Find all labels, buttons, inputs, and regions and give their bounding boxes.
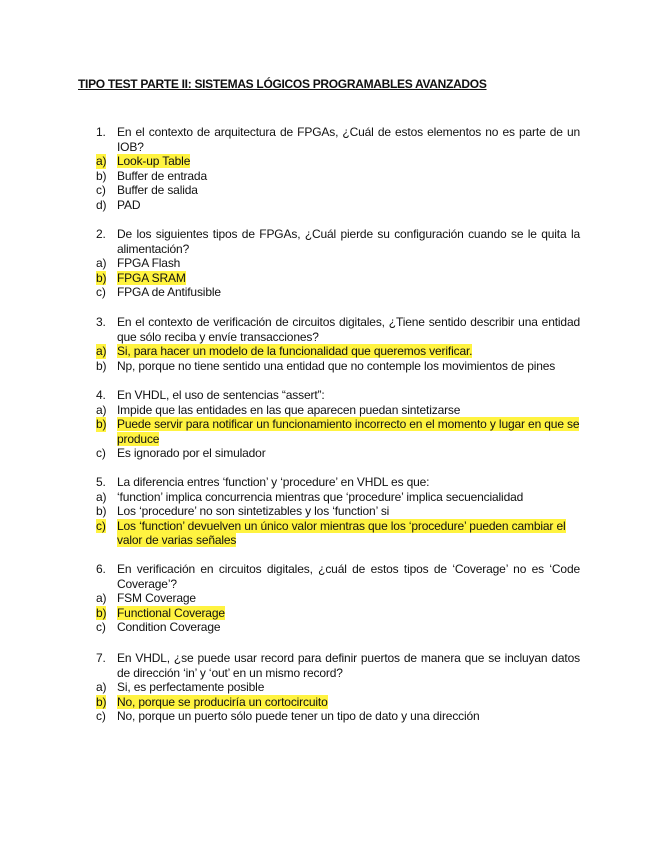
- option-text: Buffer de entrada: [117, 168, 207, 183]
- question-number: 5.: [96, 475, 106, 489]
- answer-option: [96, 403, 580, 418]
- option-text: FSM Coverage: [117, 591, 196, 606]
- answer-option: [96, 504, 580, 519]
- option-text: Look-up Table: [117, 154, 191, 169]
- option-letter: a): [96, 256, 107, 271]
- option-text: PAD: [117, 197, 141, 212]
- option-letter: c): [96, 285, 106, 300]
- answer-option-highlighted: [96, 695, 580, 710]
- question-text: En el contexto de arquitectura de FPGAs, ¿Cuál de estos elementos no es parte de un IOB?: [117, 125, 580, 154]
- option-list: [96, 344, 580, 373]
- question-number: 7.: [96, 651, 106, 665]
- question-number: 2.: [96, 227, 106, 241]
- question-stem: [96, 562, 580, 591]
- question-7: [96, 651, 580, 724]
- option-list: [96, 680, 580, 724]
- question-stem: [96, 388, 580, 403]
- option-text: Buffer de salida: [117, 183, 198, 198]
- answer-option: [96, 620, 580, 635]
- question-text: En el contexto de verificación de circuitos digitales, ¿Tiene sentido describir una entidad que sólo reciba y envíe transacciones?: [117, 315, 580, 344]
- question-4: [96, 388, 580, 461]
- option-text: FPGA Flash: [117, 256, 181, 271]
- answer-option: [96, 256, 580, 271]
- answer-option-highlighted: [96, 344, 580, 359]
- option-list: [96, 403, 580, 461]
- option-text: Si, es perfectamente posible: [117, 680, 265, 695]
- question-stem: [96, 475, 580, 490]
- question-stem: [96, 315, 580, 344]
- question-number: 1.: [96, 125, 106, 139]
- answer-option-highlighted: [96, 606, 580, 621]
- option-letter: a): [96, 680, 107, 695]
- option-text: Los ‘function’ devuelven un único valor mientras que los ‘procedure’ pueden cambiar el valor de varias señales: [117, 518, 566, 548]
- question-text: La diferencia entres ‘function’ y ‘procedure’ en VHDL es que:: [117, 475, 430, 489]
- question-5: [96, 475, 580, 548]
- option-letter: a): [96, 591, 107, 606]
- option-letter: d): [96, 197, 107, 212]
- option-text: FPGA de Antifusible: [117, 285, 221, 300]
- question-stem: [96, 125, 580, 154]
- option-letter: c): [96, 620, 106, 635]
- option-letter: a): [96, 154, 107, 169]
- option-text: Functional Coverage: [117, 605, 225, 620]
- answer-option: [96, 680, 580, 695]
- option-letter: b): [96, 168, 107, 183]
- question-2: [96, 227, 580, 300]
- option-letter: b): [96, 417, 107, 432]
- option-text: No, porque se produciría un cortocircuito: [117, 694, 328, 709]
- option-letter: c): [96, 183, 106, 198]
- option-list: [96, 490, 580, 548]
- question-number: 4.: [96, 388, 106, 402]
- option-text: Es ignorado por el simulador: [117, 446, 266, 461]
- answer-option: [96, 591, 580, 606]
- option-letter: b): [96, 504, 107, 519]
- option-text: No, porque un puerto sólo puede tener un tipo de dato y una dirección: [117, 709, 480, 724]
- question-text: En VHDL, ¿se puede usar record para definir puertos de manera que se incluyan datos de dirección ‘in’ y ‘out’ en un mismo record?: [117, 651, 580, 680]
- option-list: [96, 154, 580, 212]
- document-title: TIPO TEST PARTE II: SISTEMAS LÓGICOS PROGRAMABLES AVANZADOS: [78, 77, 487, 91]
- answer-option: [96, 169, 580, 184]
- question-text: En VHDL, el uso de sentencias “assert”:: [117, 388, 325, 402]
- option-letter: c): [96, 518, 106, 533]
- answer-option: [96, 285, 580, 300]
- option-text: FPGA SRAM: [117, 270, 186, 285]
- option-letter: c): [96, 709, 106, 724]
- option-text: Si, para hacer un modelo de la funcionalidad que queremos verificar.: [117, 344, 473, 359]
- answer-option-highlighted: [96, 417, 580, 446]
- answer-option: [96, 446, 580, 461]
- answer-option: [96, 359, 580, 374]
- option-letter: b): [96, 605, 107, 620]
- option-letter: b): [96, 358, 107, 373]
- answer-option-highlighted: [96, 519, 580, 548]
- option-text: Np, porque no tiene sentido una entidad que no contemple los movimientos de pines: [117, 358, 556, 373]
- option-letter: b): [96, 694, 107, 709]
- question-number: 3.: [96, 315, 106, 329]
- answer-option: [96, 198, 580, 213]
- option-text: Puede servir para notificar un funcionamiento incorrecto en el momento y lugar en que se produce: [117, 417, 580, 446]
- option-text: ‘function’ implica concurrencia mientras que ‘procedure’ implica secuencialidad: [117, 489, 524, 504]
- question-stem: [96, 651, 580, 680]
- question-stem: [96, 227, 580, 256]
- question-number: 6.: [96, 562, 106, 576]
- option-text: Impide que las entidades en las que aparecen puedan sintetizarse: [117, 402, 461, 417]
- option-list: [96, 256, 580, 300]
- option-letter: a): [96, 402, 107, 417]
- option-letter: a): [96, 489, 107, 504]
- question-text: En verificación en circuitos digitales, ¿cuál de estos tipos de ‘Coverage’ no es ‘Code Coverage’?: [117, 562, 580, 591]
- answer-option: [96, 709, 580, 724]
- answer-option: [96, 490, 580, 505]
- question-1: [96, 125, 580, 213]
- option-letter: b): [96, 270, 107, 285]
- option-letter: a): [96, 344, 107, 359]
- answer-option-highlighted: [96, 154, 580, 169]
- question-3: [96, 315, 580, 373]
- answer-option: [96, 183, 580, 198]
- option-list: [96, 591, 580, 635]
- option-text: Condition Coverage: [117, 620, 221, 635]
- option-letter: c): [96, 446, 106, 461]
- option-text: Los ‘procedure’ no son sintetizables y los ‘function’ si: [117, 504, 390, 519]
- question-text: De los siguientes tipos de FPGAs, ¿Cuál pierde su configuración cuando se le quita la alimentación?: [117, 227, 580, 256]
- answer-option-highlighted: [96, 271, 580, 286]
- question-6: [96, 562, 580, 635]
